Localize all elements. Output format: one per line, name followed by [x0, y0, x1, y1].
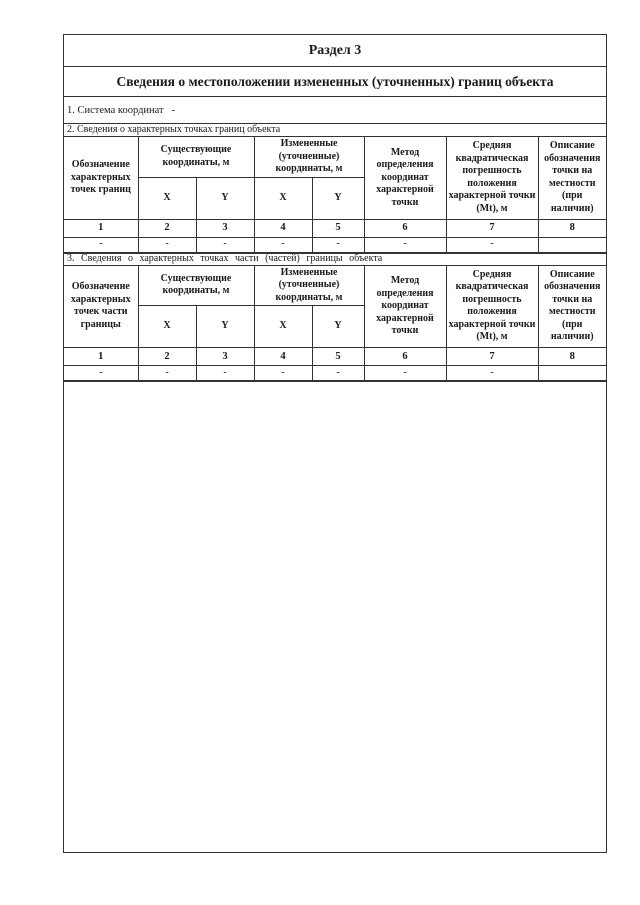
- coordinate-system-value: -: [171, 104, 176, 116]
- column-number: 3: [196, 348, 254, 366]
- table2-header-method: Метод определения координат характерной точки: [364, 266, 446, 348]
- table-bottom-rule: [64, 381, 606, 382]
- document-heading: Сведения о местоположении измененных (уточненных) границ объекта: [64, 67, 606, 97]
- table2-header-changed-x: X: [254, 306, 312, 348]
- boundary-part-points-table: [64, 266, 606, 382]
- table1-header-point: Обозначение характерных точек границ: [64, 137, 138, 219]
- table-cell: -: [138, 366, 196, 381]
- boundary-points-table: [64, 137, 606, 253]
- table2-header-changed: Измененные (уточненные) координаты, м: [254, 266, 364, 306]
- column-number: 6: [364, 219, 446, 237]
- table-cell: -: [196, 237, 254, 252]
- table1-header-existing-y: Y: [196, 177, 254, 219]
- table2-header-changed-y: Y: [312, 306, 364, 348]
- column-number: 2: [138, 219, 196, 237]
- table2-header-existing-y: Y: [196, 306, 254, 348]
- table1-column-numbers: [64, 219, 606, 237]
- table-cell: -: [364, 237, 446, 252]
- table-cell: -: [64, 237, 138, 252]
- table1-header-changed-y: Y: [312, 177, 364, 219]
- table-cell: -: [196, 366, 254, 381]
- table-row: [64, 237, 606, 252]
- table1-header-changed: Измененные (уточненные) координаты, м: [254, 137, 364, 177]
- table-cell: -: [364, 366, 446, 381]
- coordinate-system-label: 1. Система координат: [67, 104, 164, 116]
- column-number: 5: [312, 348, 364, 366]
- section-title: Раздел 3: [64, 35, 606, 67]
- table2-caption: 3. Сведения о характерных точках части (частей) границы объекта: [64, 253, 606, 266]
- table1-header-existing-x: X: [138, 177, 196, 219]
- table1-header-method: Метод определения координат характерной точки: [364, 137, 446, 219]
- table2-header-existing: Существующие координаты, м: [138, 266, 254, 306]
- table2-header-description: Описание обозначения точки на местности (при наличии): [538, 266, 606, 348]
- table2-header-error: Средняя квадратическая погрешность положения характерной точки (Mt), м: [446, 266, 538, 348]
- table1-header-error: Средняя квадратическая погрешность положения характерной точки (Mt), м: [446, 137, 538, 219]
- table1-caption: 2. Сведения о характерных точках границ объекта: [64, 124, 606, 137]
- table-row: [64, 366, 606, 381]
- column-number: 6: [364, 348, 446, 366]
- table2-column-numbers: [64, 348, 606, 366]
- column-number: 7: [446, 219, 538, 237]
- column-number: 3: [196, 219, 254, 237]
- column-number: 5: [312, 219, 364, 237]
- table-cell: -: [446, 366, 538, 381]
- table-cell: -: [312, 366, 364, 381]
- column-number: 8: [538, 348, 606, 366]
- table-cell: -: [312, 237, 364, 252]
- table2-header-point: Обозначение характерных точек части границы: [64, 266, 138, 348]
- coordinate-system-line: [64, 97, 606, 124]
- table1-header-description: Описание обозначения точки на местности (при наличии): [538, 137, 606, 219]
- document-frame: [63, 34, 607, 853]
- table-cell: [538, 366, 606, 381]
- table-cell: -: [254, 366, 312, 381]
- column-number: 4: [254, 348, 312, 366]
- table-cell: -: [446, 237, 538, 252]
- column-number: 7: [446, 348, 538, 366]
- table2-header-existing-x: X: [138, 306, 196, 348]
- column-number: 1: [64, 348, 138, 366]
- table-cell: -: [254, 237, 312, 252]
- table1-header-existing: Существующие координаты, м: [138, 137, 254, 177]
- column-number: 2: [138, 348, 196, 366]
- table-cell: -: [64, 366, 138, 381]
- column-number: 1: [64, 219, 138, 237]
- column-number: 4: [254, 219, 312, 237]
- table-cell: -: [138, 237, 196, 252]
- table1-header-changed-x: X: [254, 177, 312, 219]
- column-number: 8: [538, 219, 606, 237]
- table-cell: [538, 237, 606, 252]
